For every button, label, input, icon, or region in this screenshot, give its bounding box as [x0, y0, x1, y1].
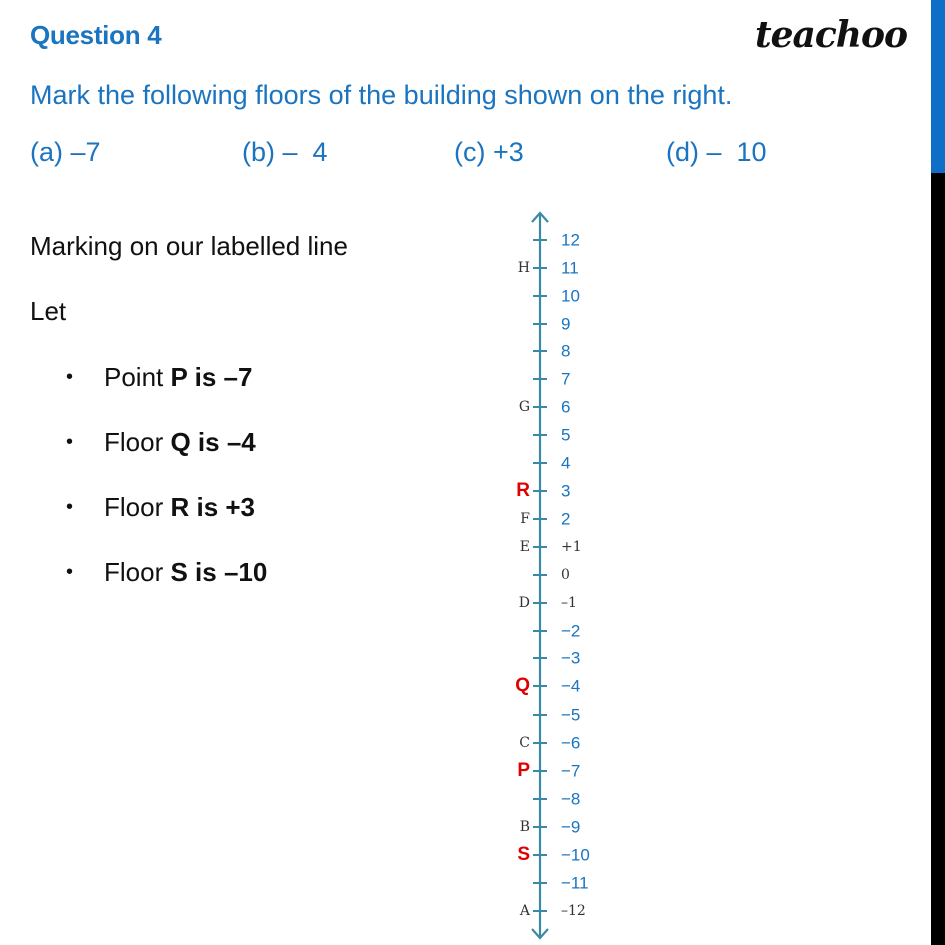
side-bar-black	[931, 173, 945, 945]
bullet-prefix: Floor	[104, 427, 171, 457]
floor-label: E	[519, 539, 530, 555]
point-marker-p: P	[517, 760, 530, 781]
tick-label: −7	[561, 761, 581, 781]
floor-label: C	[519, 735, 530, 751]
tick-label: 0	[561, 567, 570, 583]
point-marker-s: S	[517, 844, 530, 865]
option-d: (d) – 10	[666, 137, 767, 167]
side-bar-blue	[931, 0, 945, 173]
bullet-icon: •	[66, 496, 74, 518]
bullet-bold: P is –7	[170, 362, 253, 392]
tick-label: −6	[561, 733, 581, 753]
bullet-prefix: Floor	[104, 492, 171, 522]
floor-label: A	[519, 903, 530, 919]
bullet-icon: •	[66, 561, 74, 583]
tick-label: 2	[561, 509, 571, 529]
question-text: Mark the following floors of the building shown on the right.	[30, 80, 733, 110]
tick-label: –1	[561, 595, 577, 611]
option-c: (c) +3	[454, 137, 524, 167]
tick-label: 10	[561, 286, 580, 306]
tick-label: +1	[561, 539, 582, 555]
bullet-prefix: Floor	[104, 557, 171, 587]
floor-label: D	[518, 595, 530, 611]
tick-label: 5	[561, 425, 571, 445]
tick-label: −4	[561, 676, 581, 696]
bullet-icon: •	[66, 366, 74, 388]
bullet-bold: Q is –4	[170, 427, 256, 457]
tick-label: 12	[561, 230, 580, 250]
bullet-bold: R is +3	[170, 492, 256, 522]
tick-label: 11	[561, 258, 579, 278]
tick-label: 4	[561, 453, 571, 473]
tick-label: 9	[561, 314, 571, 334]
point-marker-r: R	[516, 480, 530, 501]
tick-label: 8	[561, 341, 571, 361]
floor-label: B	[519, 819, 530, 835]
tick-label: −9	[561, 817, 581, 837]
point-marker-q: Q	[515, 675, 530, 696]
solution-let: Let	[30, 296, 67, 326]
tick-label: 7	[561, 369, 571, 389]
tick-label: 3	[561, 481, 571, 501]
bullet-prefix: Point	[104, 362, 171, 392]
tick-label: −3	[561, 648, 581, 668]
tick-label: −8	[561, 789, 581, 809]
bullet-bold: S is –10	[170, 557, 268, 587]
option-a: (a) –7	[30, 137, 101, 167]
solution-intro: Marking on our labelled line	[30, 231, 348, 261]
question-title: Question 4	[30, 20, 162, 50]
tick-label: −10	[561, 845, 590, 865]
teachoo-logo: teachoo	[755, 14, 907, 56]
floor-label: F	[520, 511, 530, 527]
tick-label: −11	[561, 873, 589, 893]
option-b: (b) – 4	[242, 137, 328, 167]
tick-label: −2	[561, 621, 581, 641]
tick-label: −5	[561, 705, 581, 725]
bullet-icon: •	[66, 431, 74, 453]
floor-label: G	[518, 399, 530, 415]
tick-label: –12	[561, 903, 586, 919]
floor-label: H	[517, 260, 530, 276]
tick-label: 6	[561, 397, 571, 417]
